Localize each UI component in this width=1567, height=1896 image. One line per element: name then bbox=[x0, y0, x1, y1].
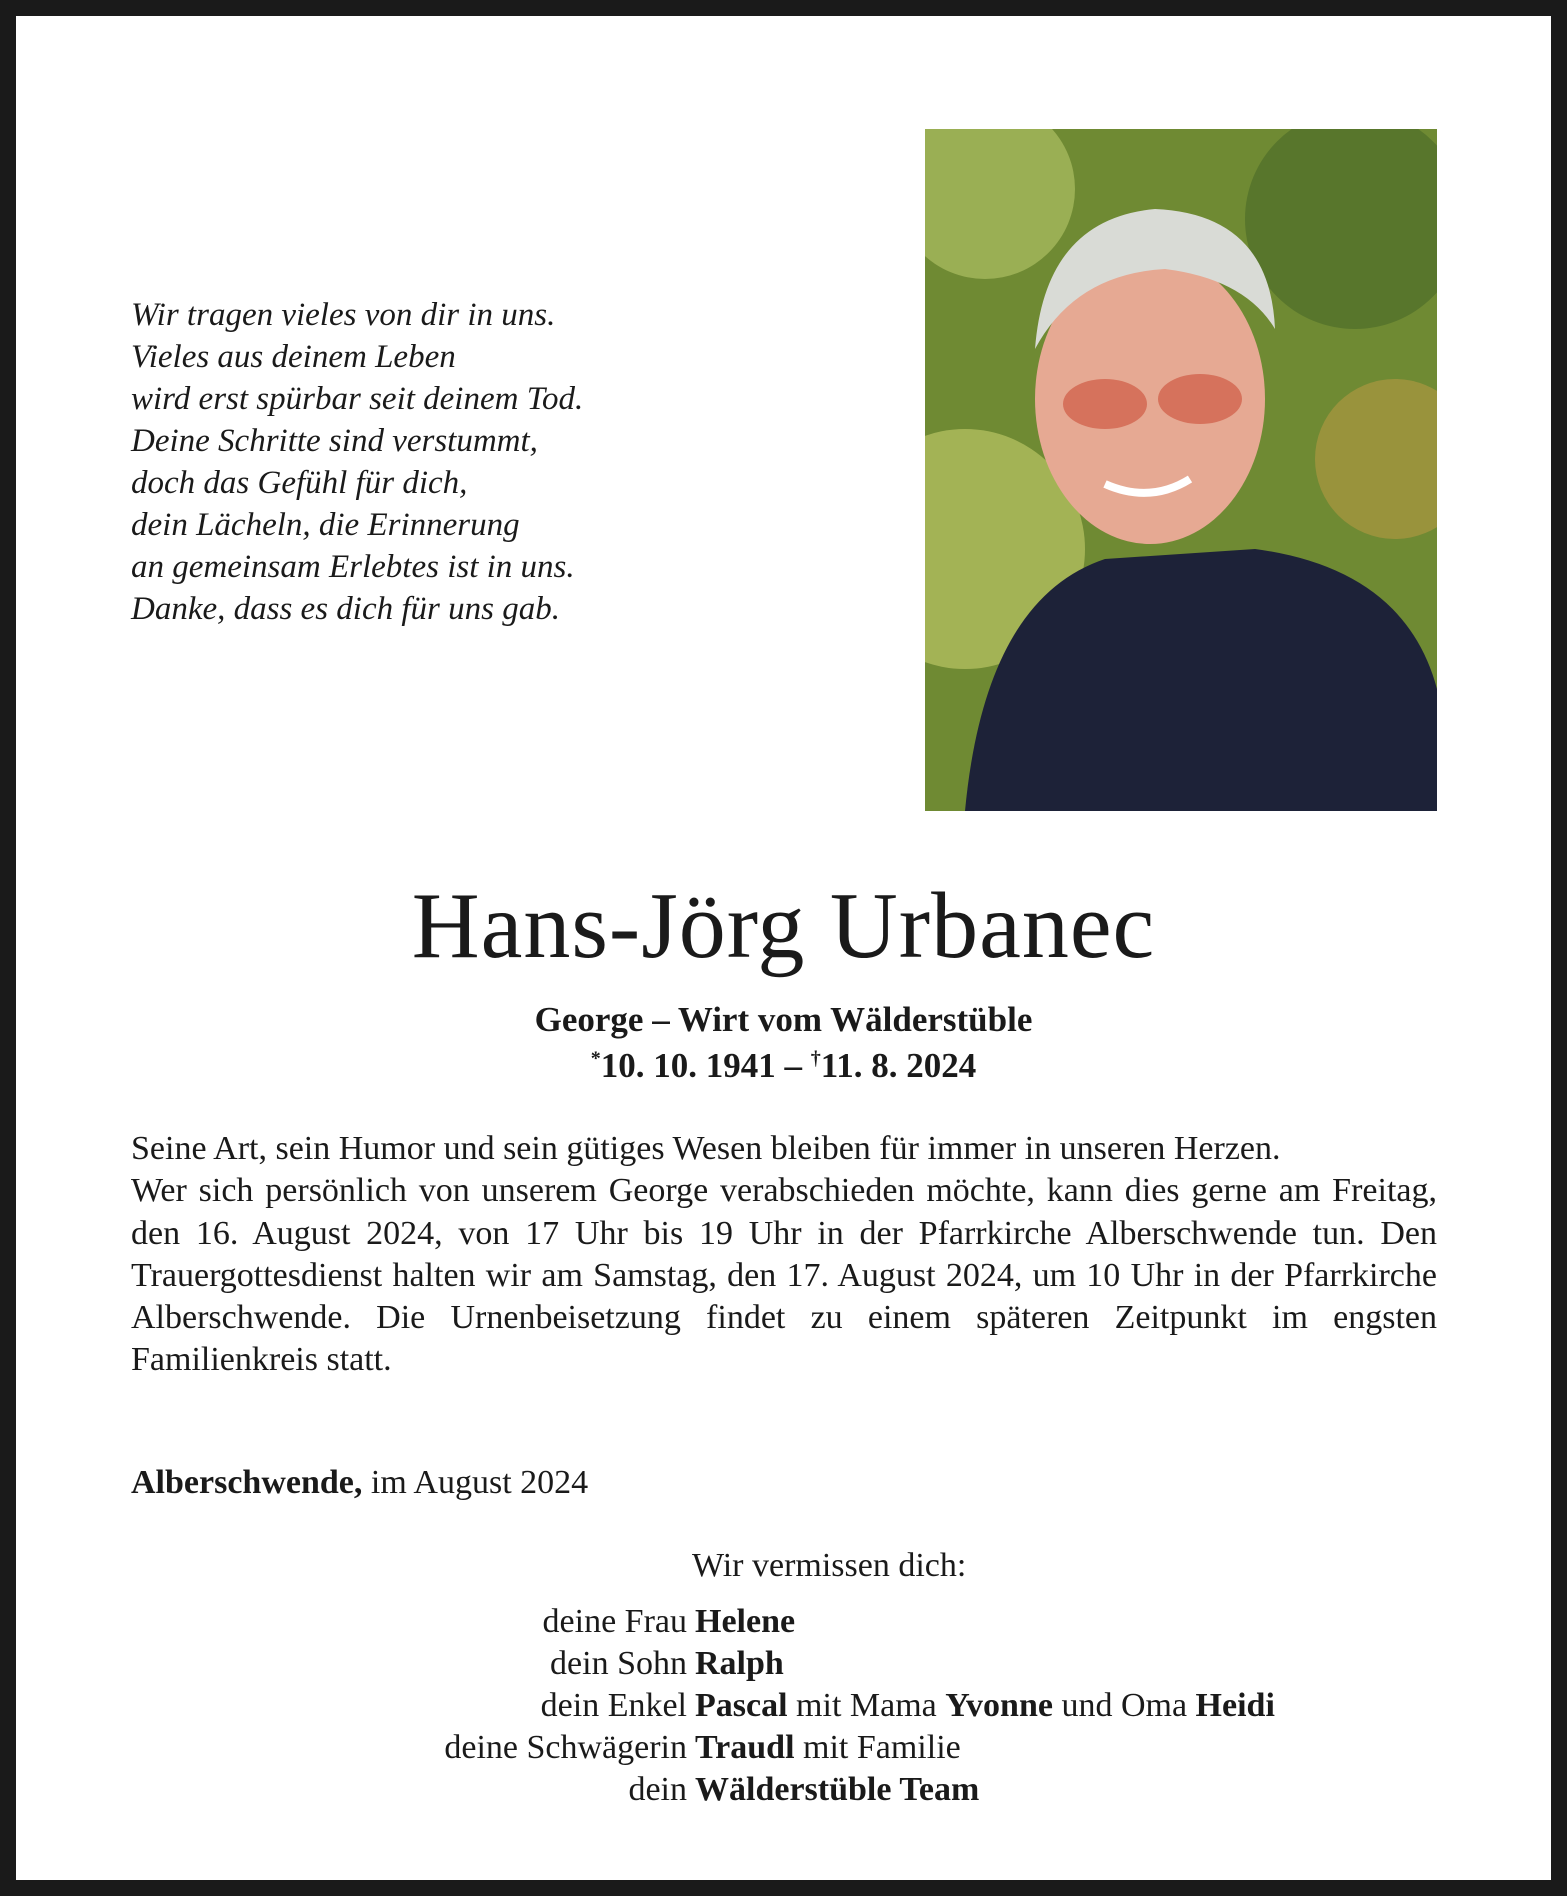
mourner-row bbox=[16, 1643, 1551, 1685]
relation-label: dein bbox=[628, 1771, 687, 1808]
obituary-page bbox=[16, 16, 1551, 1880]
obituary-text bbox=[131, 1128, 1437, 1382]
poem-line: an gemeinsam Erlebtes ist in uns. bbox=[131, 549, 575, 585]
mourner-row bbox=[16, 1727, 1551, 1769]
date: im August 2024 bbox=[362, 1464, 589, 1501]
mourner-names bbox=[695, 1769, 979, 1811]
mourner-names bbox=[695, 1727, 961, 1769]
mourner-name: Helene bbox=[695, 1603, 796, 1640]
mourner-name: Traudl bbox=[695, 1729, 795, 1766]
town: Alberschwende, bbox=[131, 1464, 363, 1501]
mourner-name: Yvonne bbox=[945, 1687, 1053, 1724]
poem bbox=[131, 294, 583, 630]
poem-line: Vieles aus deinem Leben bbox=[131, 339, 456, 375]
mourner-name: Wälderstüble Team bbox=[695, 1771, 980, 1808]
connector-text: und Oma bbox=[1052, 1687, 1196, 1724]
paragraph: Seine Art, sein Humor und sein gütiges Wesen bleiben für immer in unseren Herzen. bbox=[131, 1130, 1281, 1167]
poem-line: dein Lächeln, die Erinnerung bbox=[131, 507, 520, 543]
mourners-list bbox=[16, 1601, 1551, 1811]
connector-text: mit Familie bbox=[794, 1729, 961, 1766]
place-date bbox=[131, 1464, 588, 1502]
death-date: 11. 8. 2024 bbox=[820, 1046, 977, 1085]
deceased-name: Hans-Jörg Urbanec bbox=[411, 874, 1156, 978]
poem-line: doch das Gefühl für dich, bbox=[131, 465, 468, 501]
poem-line: Danke, dass es dich für uns gab. bbox=[131, 591, 560, 627]
relation-label: deine Schwägerin bbox=[444, 1729, 687, 1766]
mourner-names bbox=[695, 1685, 1275, 1727]
mourners-heading: Wir vermissen dich: bbox=[692, 1547, 967, 1584]
birth-mark: * bbox=[590, 1047, 601, 1070]
poem-line: wird erst spürbar seit deinem Tod. bbox=[131, 381, 584, 417]
paragraph: Wer sich persönlich von unserem George verabschieden möchte, kann dies gerne am Freitag, den 16. August 2024, von 17 Uhr bis 19 Uhr in der Pfarrkirche Alberschwende tun. Den Trauergottesdienst halten wir am Samstag, den 17. August 2024, um 10 Uhr in der Pfarrkirche Alberschwende. Die Urnenbeisetzung findet zu einem späteren Zeitpunkt im engsten Familienkreis statt. bbox=[131, 1172, 1437, 1379]
nickname-subtitle: George – Wirt vom Wälderstüble bbox=[534, 1000, 1033, 1039]
mourner-row bbox=[16, 1601, 1551, 1643]
mourner-row bbox=[16, 1685, 1551, 1727]
mourner-names bbox=[695, 1643, 784, 1685]
date-separator: – bbox=[775, 1046, 811, 1085]
mourner-row bbox=[16, 1769, 1551, 1811]
birth-date: 10. 10. 1941 bbox=[600, 1046, 776, 1085]
mourner-name: Pascal bbox=[695, 1687, 788, 1724]
connector-text: mit Mama bbox=[787, 1687, 946, 1724]
relation-label: deine Frau bbox=[542, 1603, 687, 1640]
relation-label: dein Enkel bbox=[540, 1687, 687, 1724]
poem-line: Deine Schritte sind verstummt, bbox=[131, 423, 538, 459]
mourner-names bbox=[695, 1601, 795, 1643]
poem-line: Wir tragen vieles von dir in uns. bbox=[131, 297, 556, 333]
portrait-photo bbox=[925, 129, 1437, 811]
mourner-name: Ralph bbox=[695, 1645, 784, 1682]
relation-label: dein Sohn bbox=[550, 1645, 687, 1682]
mourner-name: Heidi bbox=[1195, 1687, 1275, 1724]
death-mark: † bbox=[810, 1047, 821, 1070]
life-dates bbox=[16, 1046, 1551, 1086]
